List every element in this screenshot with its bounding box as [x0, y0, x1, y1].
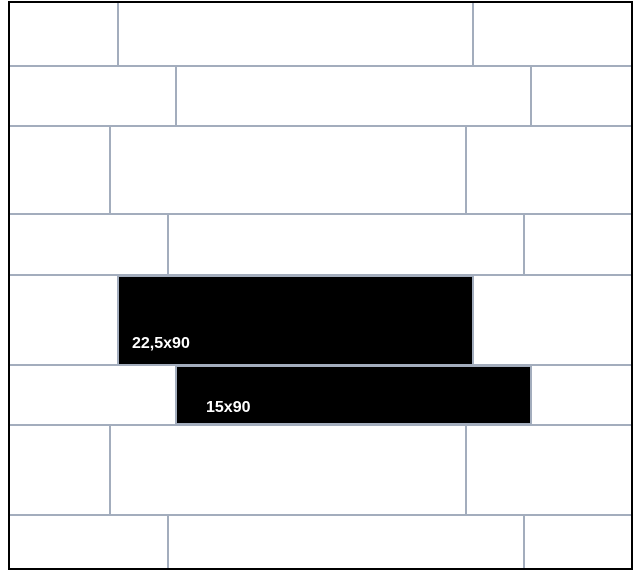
tile-15x90-label: 15x90	[206, 399, 251, 416]
highlight-tile-22-5x90	[118, 276, 473, 365]
highlight-tile-15x90	[176, 366, 531, 424]
tile-22-5x90-label: 22,5x90	[132, 335, 190, 352]
